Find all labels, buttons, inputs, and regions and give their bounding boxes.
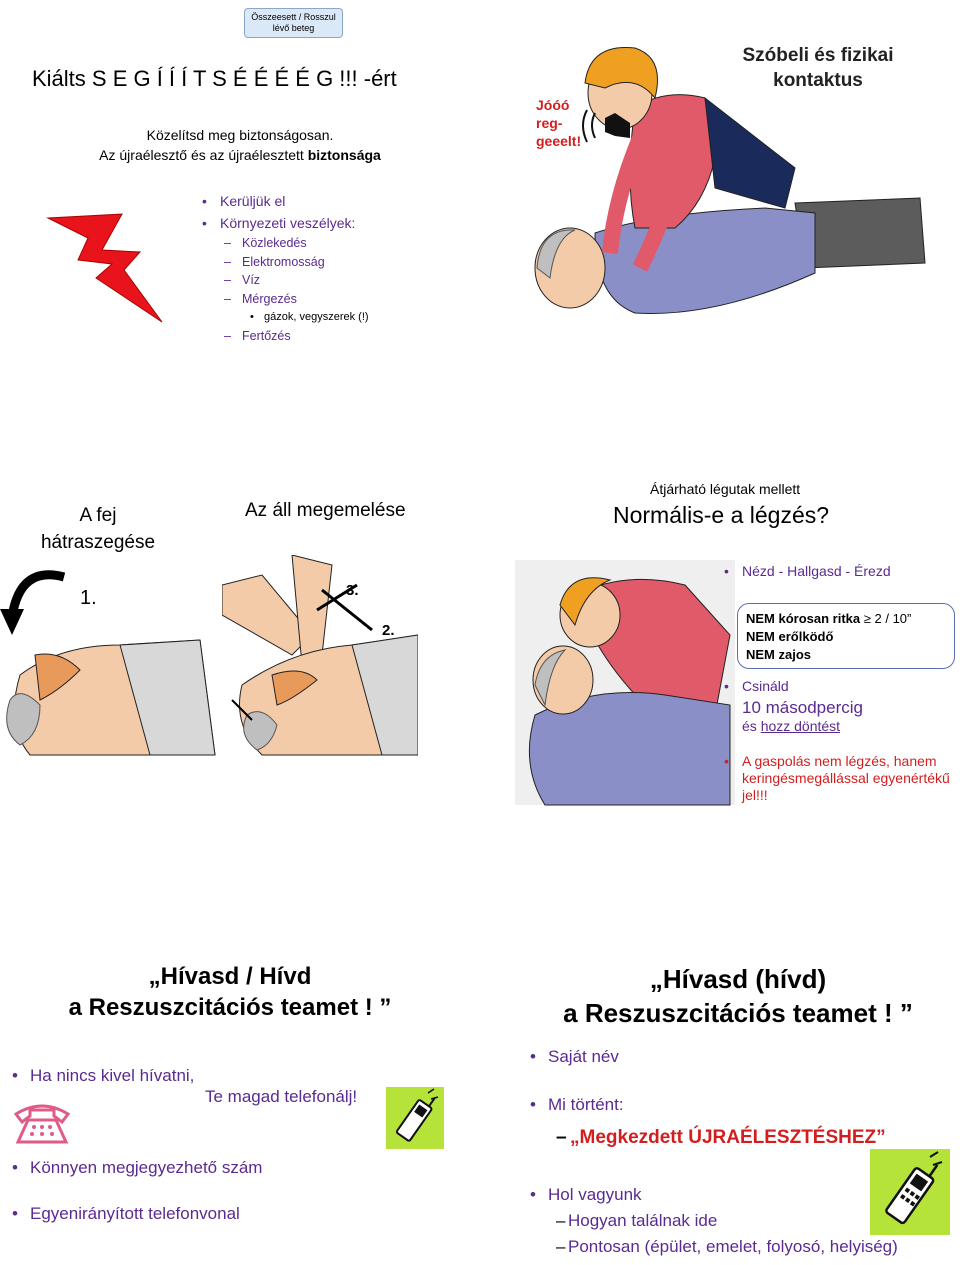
hazard-infection: – Fertőzés	[224, 327, 369, 346]
avoid-item: • Kerüljük el	[202, 190, 369, 212]
dedicated-line: • Egyenirányított telefonvonal	[12, 1204, 262, 1224]
mobile-phone-icon-left	[386, 1087, 444, 1149]
where-we-are: • Hol vagyunk	[530, 1185, 642, 1205]
hazard-traffic: – Közlekedés	[224, 234, 369, 253]
resuscitation-started-text: „Megkezdett ÚJRAÉLESZTÉSHEZ”	[570, 1127, 886, 1148]
number-list	[12, 1158, 262, 1224]
where-block	[530, 1185, 642, 1205]
criteria-noise: NEM zajos	[746, 647, 812, 662]
do-it-block	[724, 678, 863, 734]
slide1-title: Kiálts S E G Í Í Í T S É É É É G !!! -ért	[32, 66, 397, 91]
look-listen-feel-text: • Nézd - Hallgasd - Érezd	[724, 563, 891, 579]
gasping-warning	[724, 753, 954, 804]
step1-label: 1.	[80, 587, 97, 609]
exact-location-item	[556, 1237, 898, 1257]
do-it-label: • Csináld	[724, 678, 863, 694]
hazards-label: • Környezeti veszélyek:	[202, 212, 369, 234]
approach-line1: Közelítsd meg biztonságosan.	[146, 127, 334, 143]
no-one-block	[12, 1064, 194, 1088]
approach-line2	[40, 145, 440, 165]
approach-text	[40, 125, 440, 165]
look-listen-feel	[724, 563, 891, 579]
safety-word: biztonsága	[307, 147, 381, 163]
report-list	[530, 1047, 624, 1115]
hazard-water: – Víz	[224, 271, 369, 290]
criteria-rate	[746, 610, 946, 628]
head-tilt-label: A fej hátraszegése	[40, 505, 156, 553]
approach-line2-text: Az újraélesztő és az újraélesztett	[99, 147, 308, 163]
gasping-text: • A gaspolás nem légzés, hanem keringésmegállással egyenértékű jel!!!	[724, 753, 954, 804]
call-title-left-line1: „Hívasd / Hívd	[148, 963, 312, 990]
ten-seconds: 10 másodpercig	[742, 698, 863, 717]
poison-sub: • gázok, vegyszerek (!)	[250, 308, 369, 327]
easy-number: • Könnyen megjegyezhető szám	[12, 1158, 262, 1178]
breath-check-illustration	[515, 555, 735, 810]
what-happened: • Mi történt:	[530, 1095, 624, 1115]
criteria-effort: NEM erőlködő	[746, 629, 834, 644]
resuscitation-started	[556, 1127, 886, 1149]
hazard-electricity: – Elektromosság	[224, 253, 369, 272]
hazard-list	[202, 190, 369, 345]
breathing-criteria-box	[737, 603, 955, 669]
own-name: • Saját név	[530, 1047, 624, 1067]
head-tilt-illustration	[0, 615, 220, 760]
jaw-lift-label: Az áll megemelése	[245, 500, 406, 521]
call-title-right-line2: a Reszuszcitációs teamet ! ”	[563, 998, 913, 1028]
airway-subtitle: Átjárható légutak mellett	[650, 481, 801, 497]
decide-underlined: hozz döntést	[760, 718, 841, 734]
no-one-line1: • Ha nincs kivel hívatni,	[12, 1064, 194, 1088]
breathing-title: Normális-e a légzés?	[613, 502, 830, 528]
decide-line	[724, 718, 863, 734]
how-find-item	[556, 1211, 717, 1231]
telephone-icon	[12, 1096, 72, 1146]
call-yourself: Te magad telefonálj!	[205, 1087, 358, 1106]
call-title-left	[10, 961, 450, 1023]
criteria-rate-bold: NEM kórosan ritka	[746, 611, 861, 626]
jaw-lift-illustration	[222, 555, 418, 760]
exact-location-text: Pontosan (épület, emelet, folyosó, helyiség)	[568, 1237, 898, 1256]
mobile-phone-icon-right	[870, 1149, 950, 1235]
call-title-right	[518, 962, 958, 1030]
decide-pre: és	[742, 718, 761, 734]
lightning-icon	[44, 208, 164, 326]
speech-text: Jóóó reg- geeelt!	[536, 97, 582, 149]
contact-title: Szóbeli és fizikai kontaktus	[742, 45, 894, 91]
hazard-poisoning: – Mérgezés	[224, 290, 369, 309]
how-find-text: Hogyan találnak ide	[568, 1211, 718, 1230]
step2-label: 2.	[382, 622, 395, 639]
call-title-left-line2: a Reszuszcitációs teamet ! ”	[68, 994, 392, 1021]
call-title-right-line1: „Hívasd (hívd)	[649, 964, 827, 994]
top-badge-text: Összeesett / Rosszul lévő beteg	[251, 12, 336, 33]
top-badge	[244, 8, 343, 38]
step3-label: 3.	[346, 582, 359, 599]
criteria-rate-value: ≥ 2 / 10”	[860, 611, 912, 626]
